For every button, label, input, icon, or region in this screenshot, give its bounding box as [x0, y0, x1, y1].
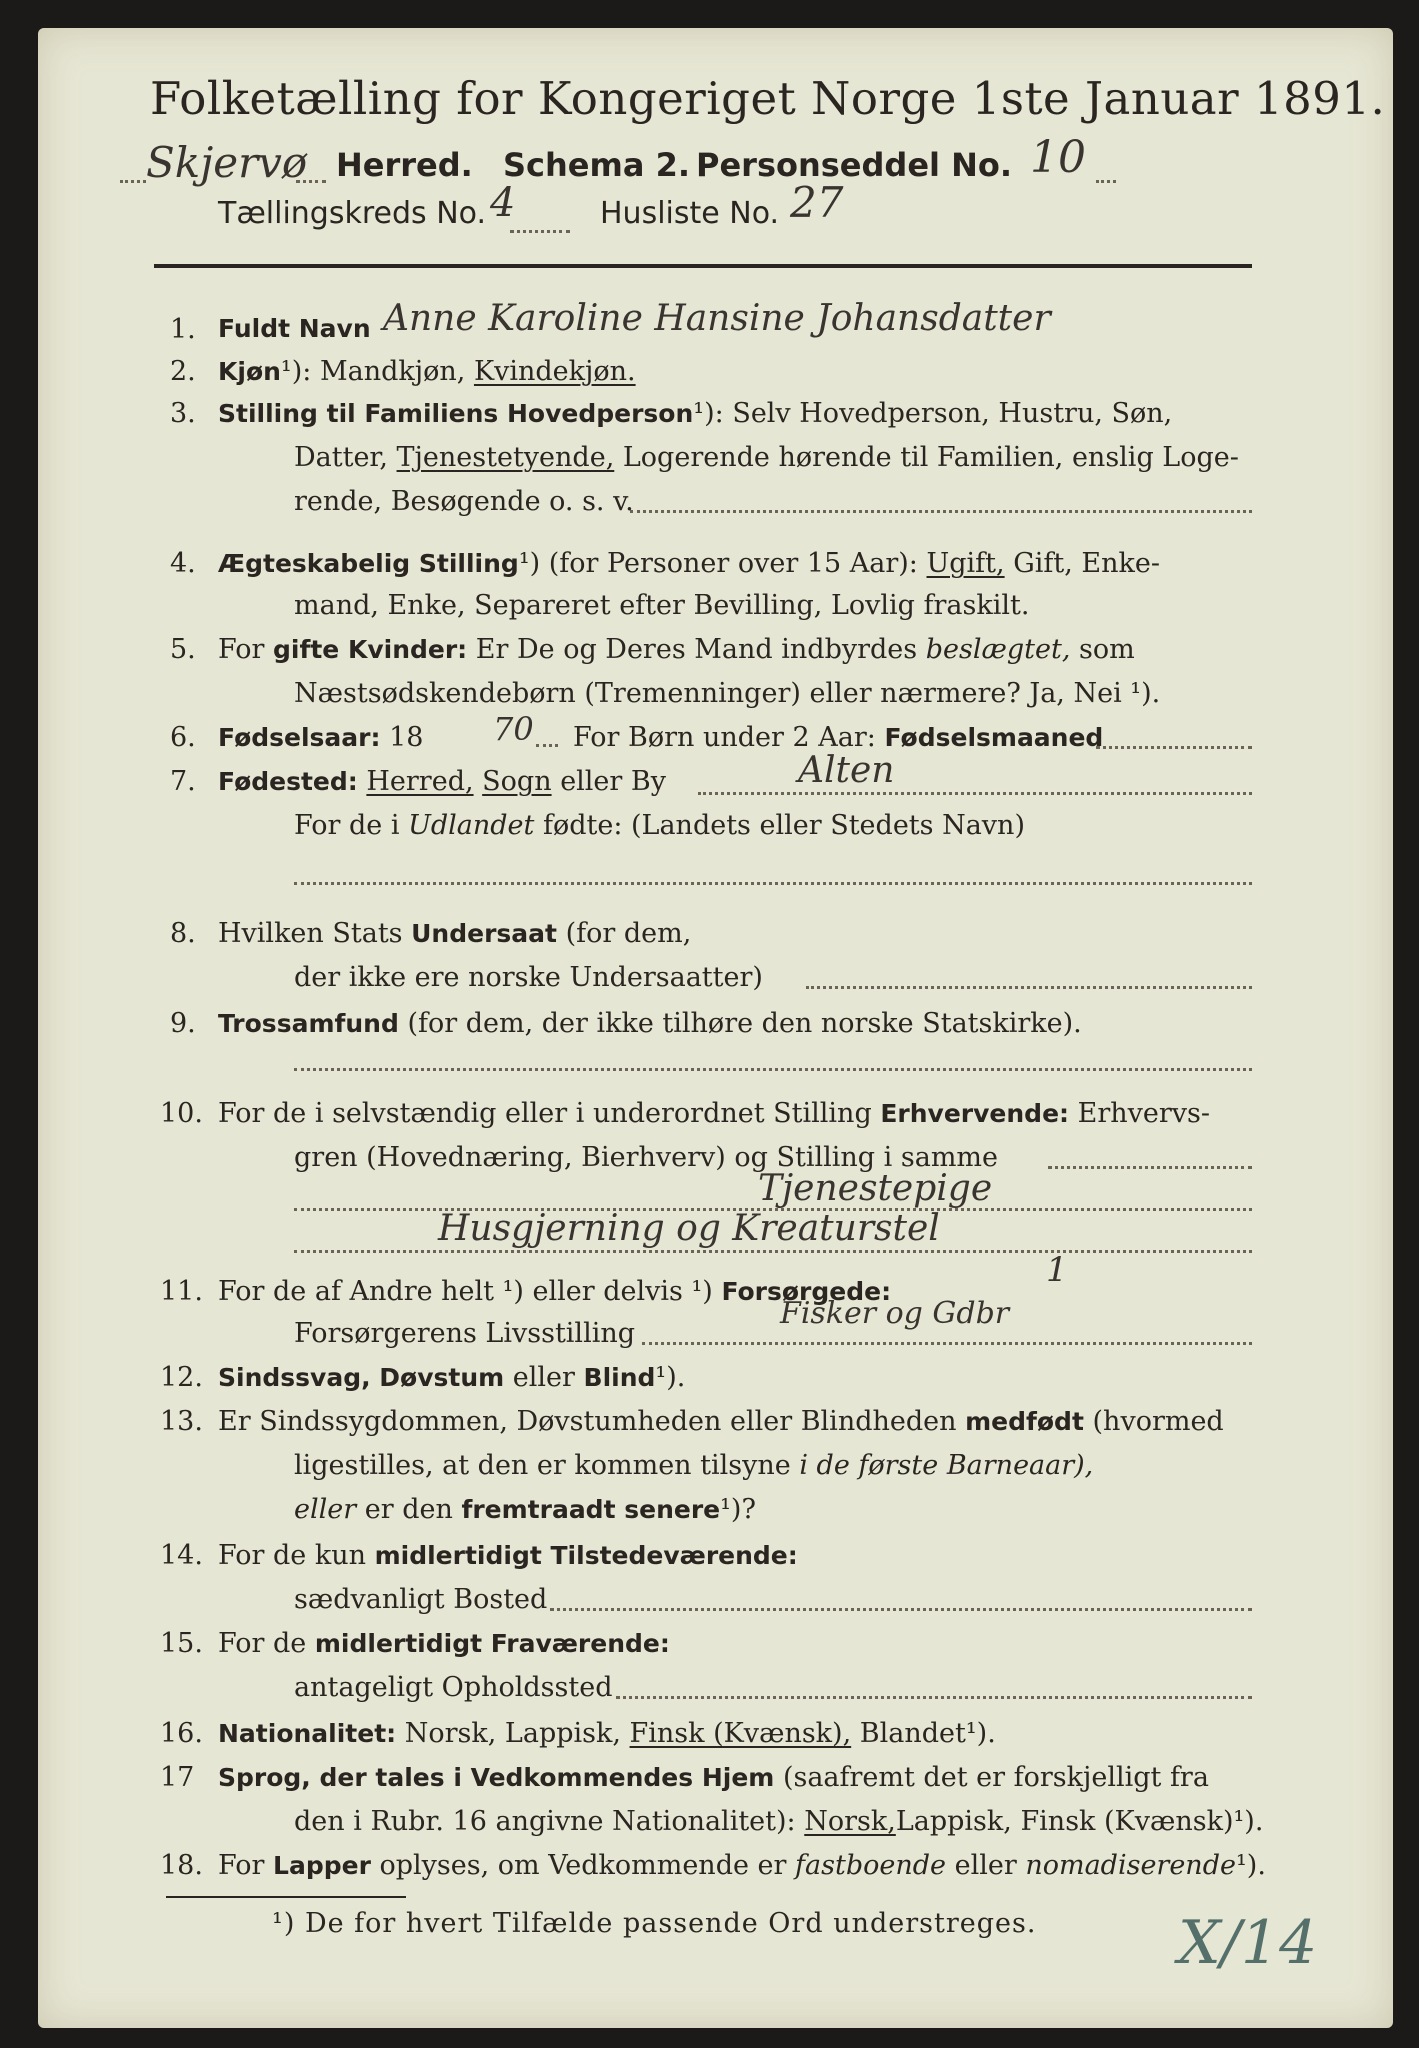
row-number: 18.: [160, 1850, 203, 1881]
row-number: 13.: [160, 1406, 203, 1437]
row-number: 9.: [170, 1008, 196, 1039]
row-13-line-1: Er Sindssygdommen, Døvstumheden eller Blindheden medfødt (hvormed: [218, 1406, 1224, 1437]
row-18-text: For Lapper oplyses, om Vedkommende er fastboende eller nomadiserende¹).: [218, 1850, 1266, 1881]
row-number: 14.: [160, 1540, 203, 1571]
row-16-text: Nationalitet: Norsk, Lappisk, Finsk (Kvænsk), Blandet¹).: [218, 1718, 996, 1749]
provider-occupation-value: Fisker og Gdbr: [780, 1296, 1010, 1331]
row-number: 11.: [160, 1276, 203, 1307]
row-number: 6.: [170, 722, 196, 753]
husliste-number: 27: [790, 178, 844, 227]
row-10-line-2: gren (Hovednæring, Bierhverv) og Stilling i samme: [294, 1142, 999, 1173]
full-name-value: Anne Karoline Hansine Johansdatter: [383, 298, 1051, 339]
row-6-label: Fødselsaar: 18: [218, 722, 424, 753]
row-number: 8.: [170, 918, 196, 949]
row-14-line-1: For de kun midlertidigt Tilstedeværende:: [218, 1540, 798, 1571]
row-number: 1.: [170, 314, 196, 345]
row-6-mid: For Børn under 2 Aar: Fødselsmaaned: [573, 722, 1104, 753]
row-1-label: Fuldt Navn: [218, 314, 371, 343]
row-15-line-1: For de midlertidigt Fraværende:: [218, 1628, 670, 1659]
kreds-number: 4: [490, 180, 516, 226]
row-number: 5.: [170, 634, 196, 665]
row-7-line-2: For de i Udlandet fødte: (Landets eller Stedets Navn): [294, 810, 1025, 841]
occupation-value-2: Husgjerning og Kreaturstel: [438, 1208, 940, 1249]
row-13-line-3: eller er den fremtraadt senere¹)?: [294, 1494, 756, 1525]
header-rule: [154, 264, 1252, 268]
row-number: 17: [160, 1762, 195, 1793]
row-3-line-1: Stilling til Familiens Hovedperson¹): Selv Hovedperson, Hustru, Søn,: [218, 398, 1173, 429]
row-11-line-1: For de af Andre helt ¹) eller delvis ¹) Forsørgede:: [218, 1276, 892, 1307]
birthplace-value: Alten: [798, 750, 895, 791]
row-number: 16.: [160, 1718, 203, 1749]
row-number: 4.: [170, 548, 196, 579]
census-form-page: [38, 28, 1393, 2028]
row-3-line-3: rende, Besøgende o. s. v.: [294, 486, 634, 517]
kreds-label: Tællingskreds No.: [218, 196, 486, 231]
personseddel-label: Personseddel No.: [696, 146, 1013, 184]
row-number: 2.: [170, 356, 196, 387]
row-4-line-2: mand, Enke, Separeret efter Bevilling, Lovlig fraskilt.: [294, 590, 1030, 621]
footnote-rule: [166, 1896, 406, 1898]
row-number: 15.: [160, 1628, 203, 1659]
row-12-text: Sindssvag, Døvstum eller Blind¹).: [218, 1362, 686, 1393]
row-number: 10.: [160, 1098, 203, 1129]
herred-label: Herred.: [336, 146, 473, 184]
row-4-line-1: Ægteskabelig Stilling¹) (for Personer over 15 Aar): Ugift, Gift, Enke-: [218, 548, 1160, 579]
footnote: ¹) De for hvert Tilfælde passende Ord understreges.: [272, 1908, 1037, 1939]
row-number: 7.: [170, 766, 196, 797]
row-17-line-2: den i Rubr. 16 angivne Nationalitet): Norsk,Lappisk, Finsk (Kvænsk)¹).: [294, 1806, 1264, 1837]
husliste-label: Husliste No.: [600, 196, 780, 231]
margin-mark: X/14: [1178, 1908, 1318, 1978]
row-5-line-2: Næstsødskendebørn (Tremenninger) eller nærmere? Ja, Nei ¹).: [294, 678, 1161, 709]
personseddel-number: 10: [1030, 132, 1086, 183]
row-3-line-2: Datter, Tjenestetyende, Logerende hørende til Familien, enslig Loge-: [294, 442, 1239, 473]
row-number: 12.: [160, 1362, 203, 1393]
occupation-value-1: Tjenestepige: [758, 1168, 993, 1209]
row-2-text: Kjøn¹): Mandkjøn, Kvindekjøn.: [218, 356, 636, 387]
supported-value: 1: [1046, 1250, 1068, 1290]
row-17-line-1: Sprog, der tales i Vedkommendes Hjem (saafremt det er forskjelligt fra: [218, 1762, 1209, 1793]
schema-label: Schema 2.: [503, 146, 690, 184]
row-7-line-1: Fødested: Herred, Sogn eller By: [218, 766, 666, 797]
row-8-line-2: der ikke ere norske Undersaatter): [294, 962, 763, 993]
row-8-line-1: Hvilken Stats Undersaat (for dem,: [218, 918, 692, 949]
row-11-line-2: Forsørgerens Livsstilling: [294, 1318, 636, 1349]
row-15-line-2: antageligt Opholdssted: [294, 1672, 613, 1703]
row-13-line-2: ligestilles, at den er kommen tilsyne i de første Barneaar),: [294, 1450, 1094, 1481]
row-5-line-1: For gifte Kvinder: Er De og Deres Mand indbyrdes beslægtet, som: [218, 634, 1135, 665]
row-14-line-2: sædvanligt Bosted: [294, 1584, 548, 1615]
row-10-line-1: For de i selvstændig eller i underordnet Stilling Erhvervende: Erhvervs-: [218, 1098, 1211, 1129]
form-title: Folketælling for Kongeriget Norge 1ste Januar 1891.: [150, 72, 1386, 125]
row-9-text: Trossamfund (for dem, der ikke tilhøre den norske Statskirke).: [218, 1008, 1082, 1039]
birth-year-value: 70: [493, 710, 534, 748]
row-number: 3.: [170, 398, 196, 429]
herred-name: Skjervø: [146, 138, 308, 187]
